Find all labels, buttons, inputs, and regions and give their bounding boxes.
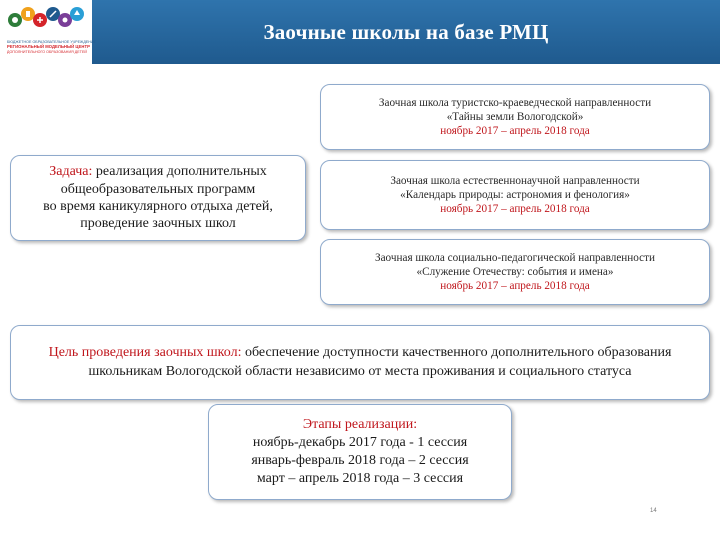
logo-text-line1: БЮДЖЕТНОЕ ОБРАЗОВАТЕЛЬНОЕ УЧРЕЖДЕНИЕ [7, 40, 97, 44]
task-text: реализация дополнительных [92, 164, 267, 180]
task-line3: во время каникулярного отдыха детей, [43, 199, 273, 214]
task-line4: проведение заочных школ [80, 216, 236, 232]
page-title: Заочные школы на базе РМЦ [263, 19, 549, 44]
school-title: Заочная школа естественнонаучной направленности [390, 174, 640, 187]
school-dates: ноябрь 2017 – апрель 2018 года [440, 203, 590, 216]
school-card-tourism [320, 84, 710, 150]
logo-emblem-icon [7, 5, 87, 35]
stage-item: март – апрель 2018 года – 3 сессия [256, 471, 464, 487]
stage-item: январь-февраль 2018 года – 2 сессия [251, 453, 469, 468]
school-dates: ноябрь 2017 – апрель 2018 года [440, 125, 590, 138]
logo-text-line2: РЕГИОНАЛЬНЫЙ МОДЕЛЬНЫЙ ЦЕНТР [7, 44, 90, 49]
school-name: «Служение Отечеству: события и имена» [416, 265, 614, 278]
logo [0, 0, 97, 64]
school-name: «Календарь природы: астрономия и фенология» [400, 188, 630, 201]
school-card-social [320, 239, 710, 305]
task-line2: общеобразовательных программ [60, 181, 256, 197]
goal-text: обеспечение доступности качественного дополнительного образования школьникам Вологодской области независимо от места проживания и социального статуса [88, 345, 672, 379]
goal-box [10, 325, 710, 400]
goal-label: Цель проведения заочных школ: [48, 345, 242, 361]
school-name: «Тайны земли Вологодской» [446, 110, 584, 123]
school-card-science [320, 160, 710, 230]
task-label: Задача: [49, 164, 93, 180]
school-dates: ноябрь 2017 – апрель 2018 года [440, 280, 590, 293]
task-line1 [49, 163, 267, 180]
school-title: Заочная школа туристско-краеведческой направленности [378, 96, 652, 109]
stages-box [208, 404, 512, 500]
header-bar [0, 0, 720, 64]
goal-paragraph [23, 344, 697, 380]
task-box [10, 155, 306, 241]
logo-text-line3: ДОПОЛНИТЕЛЬНОГО ОБРАЗОВАНИЯ ДЕТЕЙ [7, 50, 88, 54]
school-title: Заочная школа социально-педагогической направленности [374, 251, 655, 264]
page-number: 14 [650, 508, 657, 514]
stage-item: ноябрь-декабрь 2017 года - 1 сессия [252, 434, 468, 450]
stages-label: Этапы реализации: [302, 416, 418, 432]
